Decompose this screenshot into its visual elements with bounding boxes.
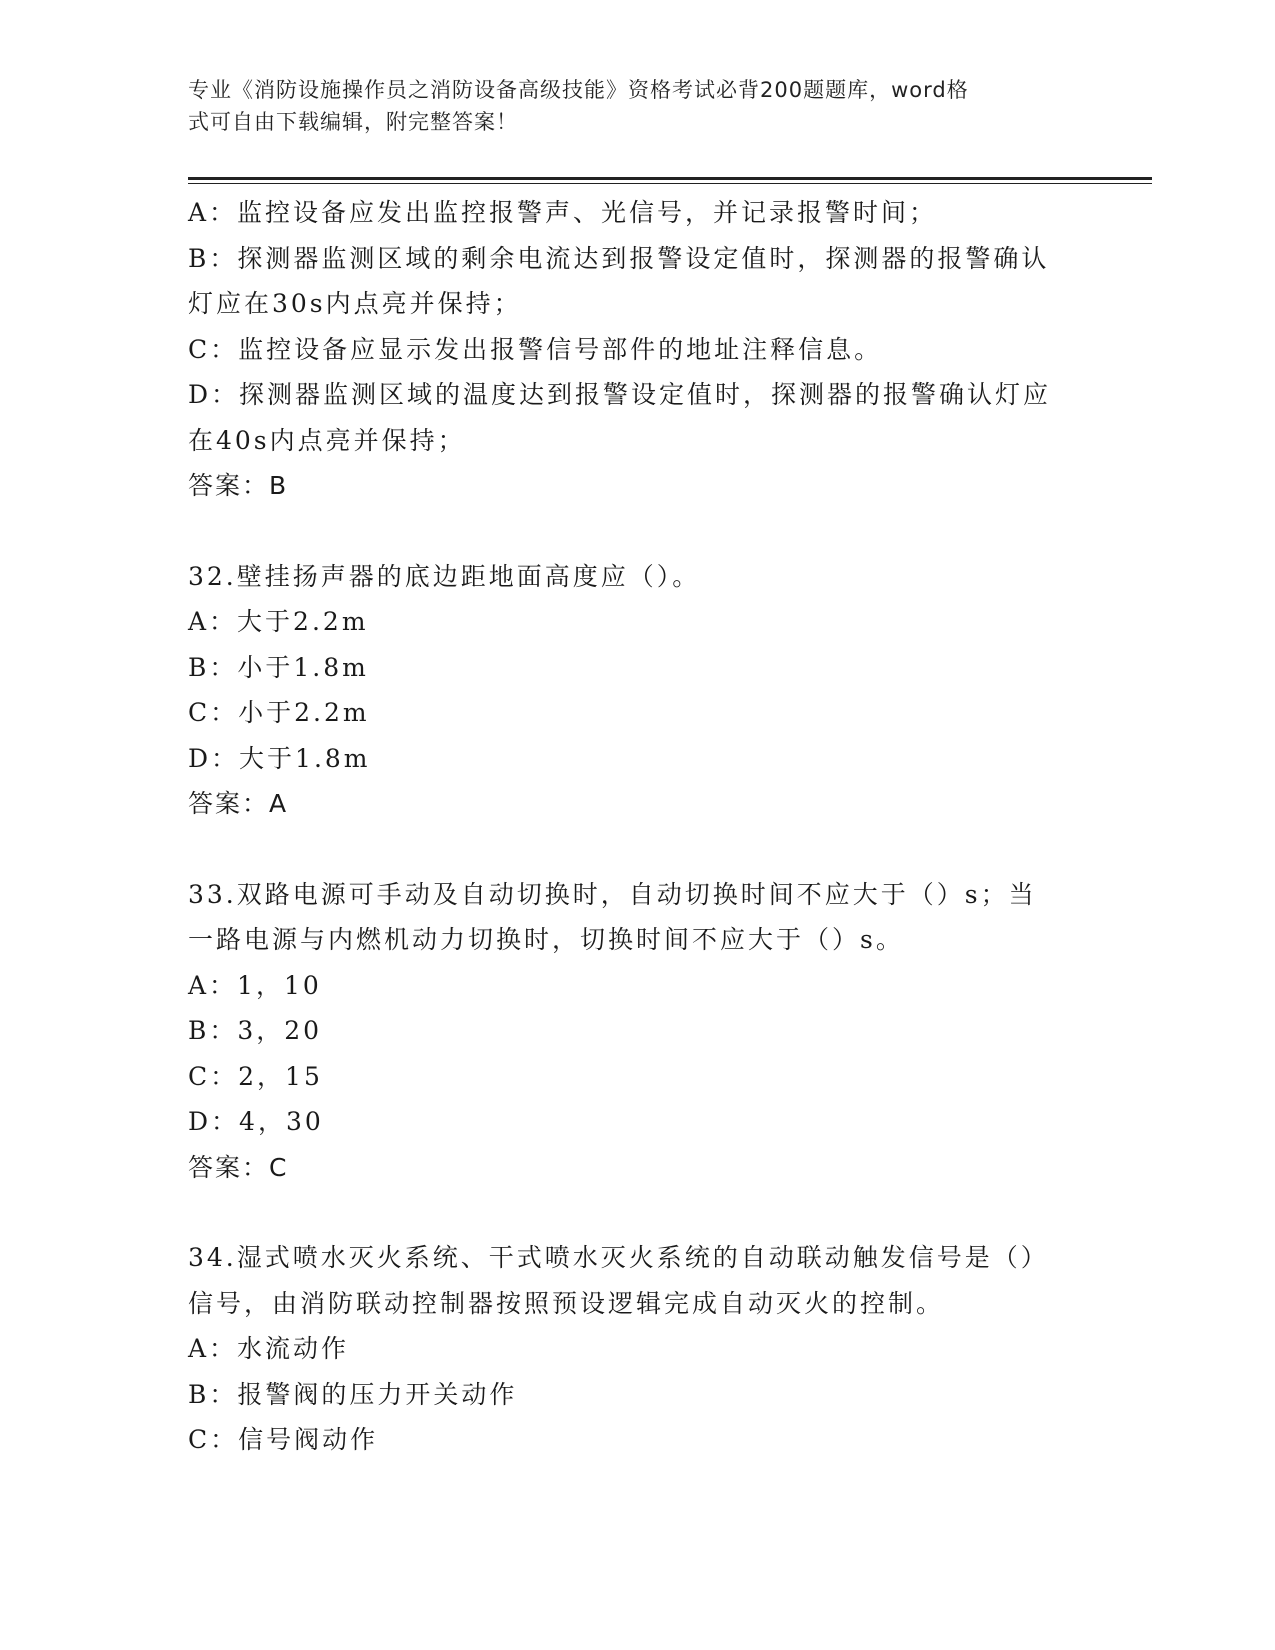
- header-line-2: 式可自由下载编辑，附完整答案！: [188, 110, 518, 134]
- option-a: A：监控设备应发出监控报警声、光信号，并记录报警时间；: [188, 198, 938, 227]
- question-stem-line-2: 信号，由消防联动控制器按照预设逻辑完成自动灭火的控制。: [188, 1288, 945, 1318]
- question-32: [188, 554, 1068, 827]
- question-stem-line-1: 33.双路电源可手动及自动切换时，自动切换时间不应大于（）s；当: [188, 879, 1037, 909]
- option-a: A：1，10: [188, 970, 322, 1000]
- answer: 答案：A: [188, 789, 289, 818]
- option-c: C：信号阀动作: [188, 1425, 379, 1454]
- option-c: C：2，15: [188, 1061, 323, 1091]
- header-line-1: 专业《消防设施操作员之消防设备高级技能》资格考试必背200题题库，word格: [188, 78, 969, 102]
- spacer: [188, 827, 1068, 872]
- document-header: [188, 74, 1068, 138]
- option-a: A：大于2.2m: [188, 607, 369, 636]
- option-c: C：小于2.2m: [188, 698, 370, 727]
- option-c: C：监控设备应显示发出报警信号部件的地址注释信息。: [188, 334, 883, 364]
- option-b-line-2: 灯应在30s内点亮并保持；: [188, 289, 522, 318]
- spacer: [188, 1190, 1068, 1235]
- answer: 答案：C: [188, 1152, 289, 1182]
- option-b: B：报警阀的压力开关动作: [188, 1379, 518, 1409]
- question-33: [188, 872, 1068, 1191]
- option-b: B：小于1.8m: [188, 652, 369, 682]
- question-31-tail: [188, 190, 1068, 509]
- option-a: A：水流动作: [188, 1334, 350, 1363]
- answer: 答案：B: [188, 471, 289, 500]
- option-d: D：大于1.8m: [188, 743, 371, 773]
- spacer: [188, 509, 1068, 554]
- option-d-line-2: 在40s内点亮并保持；: [188, 425, 466, 455]
- question-stem-line-2: 一路电源与内燃机动力切换时，切换时间不应大于（）s。: [188, 925, 904, 954]
- question-stem-line-1: 34.湿式喷水灭火系统、干式喷水灭火系统的自动联动触发信号是（）: [188, 1243, 1049, 1272]
- header-rule-thick: [188, 177, 1152, 180]
- option-d-line-1: D：探测器监测区域的温度达到报警设定值时，探测器的报警确认灯应: [188, 380, 1052, 409]
- question-34: [188, 1235, 1068, 1463]
- option-b-line-1: B：探测器监测区域的剩余电流达到报警设定值时，探测器的报警确认: [188, 243, 1050, 273]
- option-b: B：3，20: [188, 1016, 323, 1045]
- question-stem: 32.壁挂扬声器的底边距地面高度应（）。: [188, 561, 701, 591]
- header-rule-thin: [188, 183, 1152, 184]
- question-content: [188, 190, 1068, 1463]
- option-d: D：4，30: [188, 1107, 324, 1136]
